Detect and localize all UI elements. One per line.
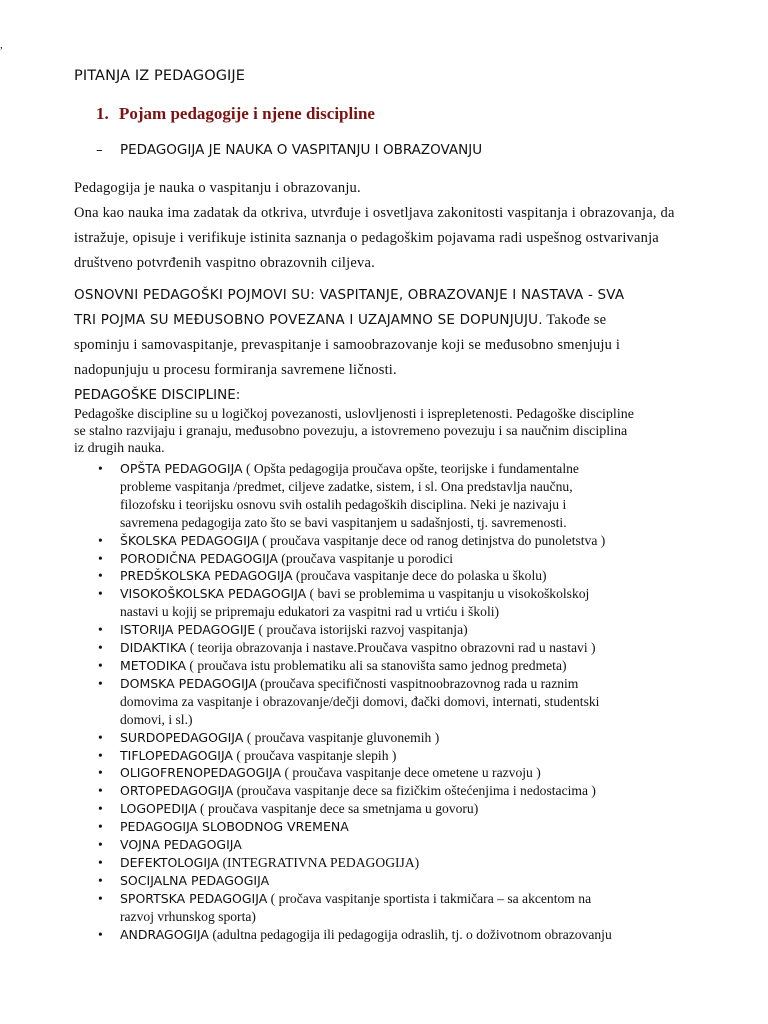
dash-marker: – (96, 142, 103, 158)
paragraph-text: Takođe se (542, 312, 607, 328)
paragraph-line: Ona kao nauka ima zadatak da otkriva, utvrđuje i osvetljava zakonitosti vaspitanja i obrazovanja, da (74, 205, 675, 221)
document-title: PITANJA IZ PEDAGOGIJE (74, 68, 246, 84)
discipline-name: DOMSKA PEDAGOGIJA (120, 675, 257, 691)
list-item-line (120, 639, 698, 657)
discipline-description: nastavi u kojij se pripremaju edukatori za vaspitni rad u vrtiću i školi) (120, 604, 500, 620)
list-item-line (120, 657, 698, 675)
list-item-line (120, 729, 698, 747)
list-item-line (120, 854, 698, 872)
discipline-description: (INTEGRATIVNA PEDAGOGIJA) (219, 854, 420, 870)
list-item (98, 890, 698, 926)
paragraph-line: Pedagogija je nauka o vaspitanju i obrazovanju. (74, 180, 361, 196)
list-item-line (120, 836, 698, 854)
bullet-icon: • (98, 872, 103, 888)
bullet-icon: • (98, 837, 103, 853)
bullet-icon: • (98, 657, 103, 673)
list-item-line (120, 550, 698, 568)
paragraph-line: društveno potvrđenih vaspitno obrazovnih ciljeva. (74, 255, 375, 271)
list-item (98, 764, 698, 782)
discipline-description: ( proučava vaspitanje slepih ) (232, 747, 397, 763)
list-item-line (120, 800, 698, 818)
bullet-icon: • (98, 801, 103, 817)
bullet-icon: • (98, 747, 103, 763)
definition-line (96, 142, 482, 158)
discipline-name: DIDAKTIKA (120, 640, 187, 656)
discipline-name: ŠKOLSKA PEDAGOGIJA (120, 532, 259, 548)
bullet-icon: • (98, 926, 103, 942)
list-item-line (120, 621, 698, 639)
list-item (98, 782, 698, 800)
discipline-name: PREDŠKOLSKA PEDAGOGIJA (120, 568, 293, 584)
discipline-name: SPORTSKA PEDAGOGIJA (120, 890, 268, 906)
discipline-name: TIFLOPEDAGOGIJA (120, 747, 233, 763)
discipline-description: (proučava vaspitanje u porodici (277, 550, 454, 566)
paragraph-line (74, 308, 714, 333)
list-item (98, 550, 698, 568)
discipline-description: (proučava vaspitanje dece sa fizičkim oštećenjima i nedostacima ) (233, 783, 596, 799)
discipline-description: (adultna pedagogija ili pedagogija odraslih, tj. o doživotnom obrazovanju (208, 926, 612, 942)
definition-text: PEDAGOGIJA JE NAUKA O VASPITANJU I OBRAZOVANJU (120, 142, 483, 158)
list-item (98, 872, 698, 890)
disciplines-intro (74, 406, 734, 457)
list-item (98, 800, 698, 818)
list-item (98, 639, 698, 657)
list-item (98, 854, 698, 872)
section-number: 1. (96, 104, 109, 123)
intro-line: Pedagoške discipline su u logičkoj povezanosti, uslovljenosti i isprepletenosti. Pedagoške discipline (74, 407, 634, 422)
discipline-description: ( proučava vaspitanje dece od ranog detinjstva do punoletstva ) (258, 532, 606, 548)
discipline-name: ISTORIJA PEDAGOGIJE (120, 622, 256, 638)
list-item (98, 585, 698, 621)
list-item-line (120, 818, 698, 836)
discipline-description: ( pročava vaspitanje sportista i takmičara – sa akcentom na (267, 890, 592, 906)
bullet-icon: • (98, 819, 103, 835)
list-item-line (120, 567, 698, 585)
list-item-line (120, 496, 698, 514)
list-item-line (120, 532, 698, 550)
discipline-description: ( proučava istorijski razvoj vaspitanja) (255, 622, 468, 638)
discipline-name: VOJNA PEDAGOGIJA (120, 837, 242, 853)
list-item-line (120, 460, 698, 478)
paragraph-definition (74, 176, 704, 276)
caps-text: OSNOVNI PEDAGOŠKI POJMOVI SU: VASPITANJE, OBRAZOVANJE I NASTAVA - SVA (74, 287, 625, 303)
paragraph-basic-concepts (74, 283, 714, 383)
discipline-name: VISOKOŠKOLSKA PEDAGOGIJA (120, 586, 307, 602)
list-item (98, 747, 698, 765)
list-item (98, 926, 698, 944)
list-item-line (120, 585, 698, 603)
list-item-line (120, 514, 698, 532)
bullet-icon: • (98, 765, 103, 781)
paragraph-line: spominju i samovaspitanje, prevaspitanje i samoobrazovanje koji se međusobno smenjuju i (74, 337, 621, 353)
bullet-icon: • (98, 532, 103, 548)
discipline-description: ( proučava vaspitanje dece ometene u razvoju ) (281, 765, 541, 781)
bullet-icon: • (98, 550, 103, 566)
bullet-icon: • (98, 568, 103, 584)
disciplines-list (98, 460, 698, 943)
list-item (98, 675, 698, 729)
disciplines-heading: PEDAGOŠKE DISCIPLINE: (74, 387, 241, 403)
list-item-line (120, 872, 698, 890)
bullet-icon: • (98, 640, 103, 656)
list-item-line (120, 764, 698, 782)
discipline-name: ORTOPEDAGOGIJA (120, 783, 234, 799)
intro-line: se stalno razvijaju i granaju, međusobno povezuju, a istovremeno povezuju i sa naučnim disciplina (74, 424, 628, 439)
list-item (98, 460, 698, 532)
discipline-name: PEDAGOGIJA SLOBODNOG VREMENA (120, 819, 349, 835)
discipline-description: domovi, i sl.) (120, 711, 193, 727)
paragraph-line (74, 283, 714, 308)
discipline-name: LOGOPEDIJA (120, 801, 197, 817)
discipline-name: OPŠTA PEDAGOGIJA (120, 461, 243, 476)
discipline-description: ( proučava istu problematiku ali sa stanovišta samo jednog predmeta) (186, 657, 567, 673)
list-item (98, 657, 698, 675)
list-item-line (120, 693, 698, 711)
bullet-icon: • (98, 461, 103, 476)
list-item-line (120, 603, 698, 621)
discipline-name: OLIGOFRENOPEDAGOGIJA (120, 765, 282, 781)
section-heading (96, 104, 375, 124)
discipline-description: ( proučava vaspitanje dece sa smetnjama u govoru) (196, 801, 479, 817)
bullet-icon: • (98, 622, 103, 638)
paragraph-line: nadopunjuju u procesu formiranja savremene ličnosti. (74, 362, 397, 378)
intro-line: iz drugih nauka. (74, 441, 165, 456)
list-item-line (120, 782, 698, 800)
discipline-description: ( bavi se problemima u vaspitanju u visokoškolskoj (306, 586, 590, 602)
list-item (98, 729, 698, 747)
list-item (98, 621, 698, 639)
list-item-line (120, 926, 698, 944)
section-title: Pojam pedagogije i njene discipline (119, 104, 375, 123)
discipline-name: SURDOPEDAGOGIJA (120, 729, 244, 745)
discipline-description: savremena pedagogija zato što se bavi vaspitanjem u sadašnjosti, tj. savremenosti. (120, 514, 567, 530)
corner-mark: , (0, 39, 3, 51)
discipline-description: (proučava specifičnosti vaspitnoobrazovnog rada u raznim (256, 675, 579, 691)
discipline-name: PORODIČNA PEDAGOGIJA (120, 550, 278, 566)
discipline-name: DEFEKTOLOGIJA (120, 854, 220, 870)
discipline-description: razvoj vrhunskog sporta) (120, 908, 256, 924)
list-item-line (120, 747, 698, 765)
discipline-name: ANDRAGOGIJA (120, 926, 209, 942)
discipline-description: domovima za vaspitanje i obrazovanje/dečji domovi, đački domovi, internati, studentski (120, 693, 600, 709)
bullet-icon: • (98, 675, 103, 691)
bullet-icon: • (98, 854, 103, 870)
list-item-line (120, 711, 698, 729)
bullet-icon: • (98, 586, 103, 602)
discipline-description: (proučava vaspitanje dece do polaska u školu) (292, 568, 547, 584)
discipline-name: SOCIJALNA PEDAGOGIJA (120, 872, 270, 888)
list-item (98, 818, 698, 836)
bullet-icon: • (98, 729, 103, 745)
discipline-description: filozofsku i teorijsku osnovu svih ostalih pedagoških disciplina. Neki je nazivaju i (120, 496, 567, 512)
list-item-line (120, 478, 698, 496)
list-item (98, 532, 698, 550)
list-item-line (120, 890, 698, 908)
caps-text: TRI POJMA SU MEĐUSOBNO POVEZANA I UZAJAMNO SE DOPUNJUJU. (74, 312, 543, 328)
discipline-description: ( Opšta pedagogija proučava opšte, teorijske i fundamentalne (242, 461, 579, 476)
paragraph-line: istražuje, opisuje i verifikuje istinita saznanja o pedagoškim pojavama radi uspešnog ostvarivanja (74, 230, 659, 246)
discipline-description: probleme vaspitanja /predmet, ciljeve zadatke, sistem, i sl. Ona predstavlja naučnu, (120, 478, 573, 494)
list-item-line (120, 908, 698, 926)
discipline-description: ( teorija obrazovanja i nastave.Proučava vaspitno obrazovni rad u nastavi ) (186, 640, 596, 656)
discipline-description: ( proučava vaspitanje gluvonemih ) (243, 729, 440, 745)
bullet-icon: • (98, 783, 103, 799)
list-item (98, 836, 698, 854)
bullet-icon: • (98, 890, 103, 906)
discipline-name: METODIKA (120, 657, 186, 673)
list-item (98, 567, 698, 585)
list-item-line (120, 675, 698, 693)
